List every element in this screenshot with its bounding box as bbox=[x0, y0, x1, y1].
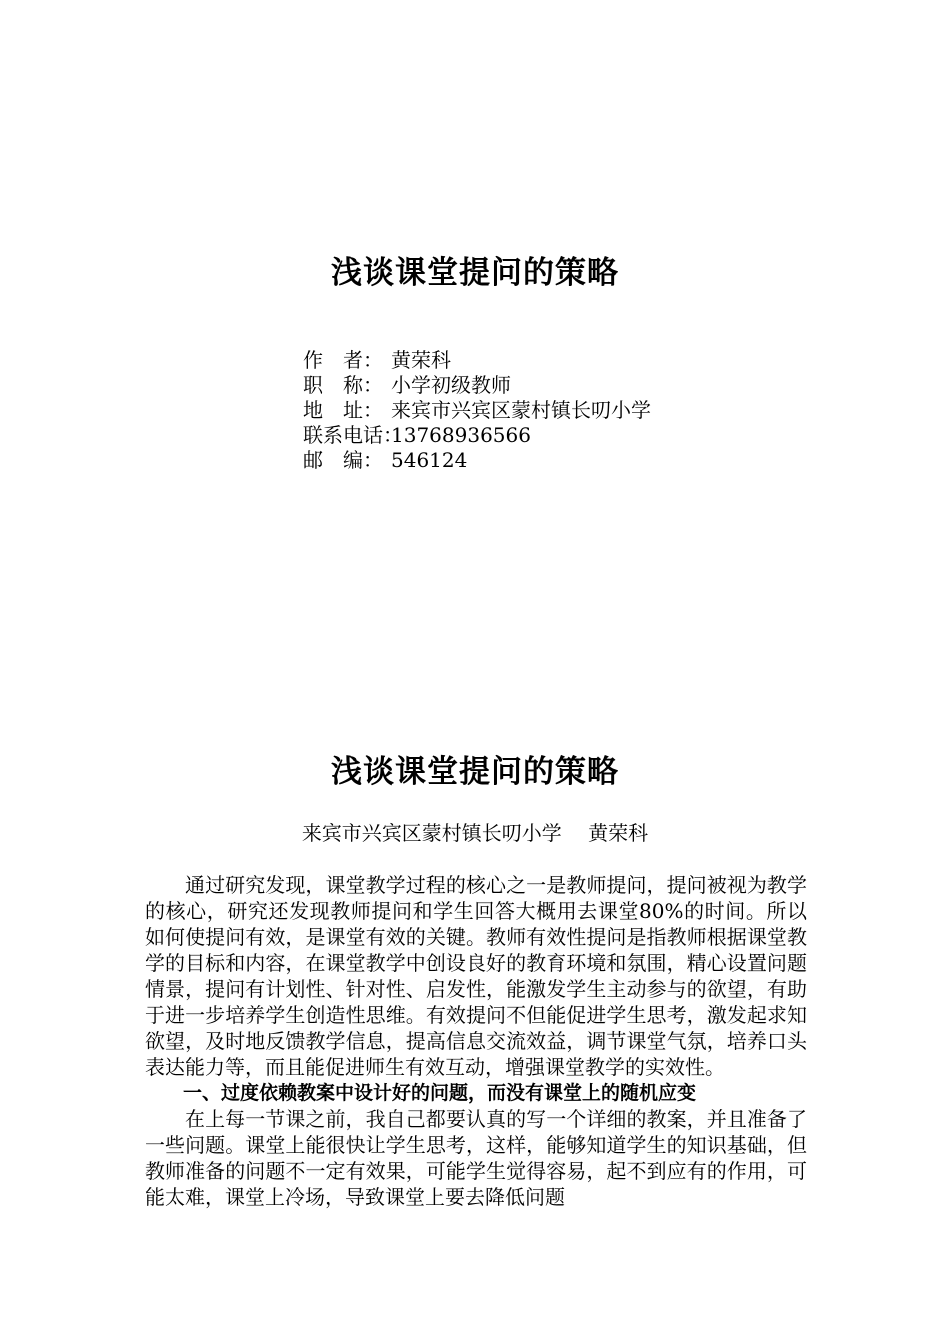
author-info-block bbox=[303, 348, 651, 473]
cover-title: 浅谈课堂提问的策略 bbox=[331, 255, 619, 291]
info-row-title bbox=[303, 373, 651, 398]
info-label: 地 址： bbox=[303, 398, 383, 422]
section-heading-1: 一、过度依赖教案中设计好的问题，而没有课堂上的随机应变 bbox=[183, 1082, 697, 1104]
paragraph-section-1: 在上每一节课之前，我自己都要认真的写一个详细的教案，并且准备了一些问题。课堂上能很快让学生思考，这样，能够知道学生的知识基础，但教师准备的问题不一定有效果，可能学生觉得容易，起不到应有的作用，可能太难，课堂上冷场，导致课堂上要去降低问题 bbox=[145, 1107, 807, 1209]
info-row-postcode bbox=[303, 448, 651, 473]
article-body bbox=[145, 872, 807, 1210]
info-row-phone bbox=[303, 423, 651, 448]
info-value: 546124 bbox=[391, 448, 468, 472]
info-value: 小学初级教师 bbox=[391, 373, 511, 397]
paragraph-intro: 通过研究发现，课堂教学过程的核心之一是教师提问，提问被视为教学的核心，研究还发现教师提问和学生回答大概用去课堂80%的时间。所以如何使提问有效，是课堂有效的关键。教师有效性提问是指教师根据课堂教学的目标和内容，在课堂教学中创设良好的教育环境和氛围，精心设置问题情景，提问有计划性、针对性、启发性，能激发学生主动参与的欲望，有助于进一步培养学生创造性思维。有效提问不但能促进学生思考，激发起求知欲望，及时地反馈教学信息，提高信息交流效益，调节课堂气氛，培养口头表达能力等，而且能促进师生有效互动，增强课堂教学的实效性。 bbox=[145, 873, 807, 1079]
info-label: 邮 编： bbox=[303, 448, 383, 472]
article-title: 浅谈课堂提问的策略 bbox=[331, 754, 619, 790]
article-author-line: 来宾市兴宾区蒙村镇长叨小学 黄荣科 bbox=[301, 821, 649, 845]
info-row-address bbox=[303, 398, 651, 423]
info-row-author bbox=[303, 348, 651, 373]
info-label: 职 称： bbox=[303, 373, 383, 397]
info-value: 来宾市兴宾区蒙村镇长叨小学 bbox=[391, 398, 651, 422]
info-label: 作 者： bbox=[303, 348, 383, 372]
info-value: 13768936566 bbox=[391, 423, 531, 447]
info-label: 联系电话： bbox=[303, 423, 403, 447]
info-value: 黄荣科 bbox=[391, 348, 451, 372]
